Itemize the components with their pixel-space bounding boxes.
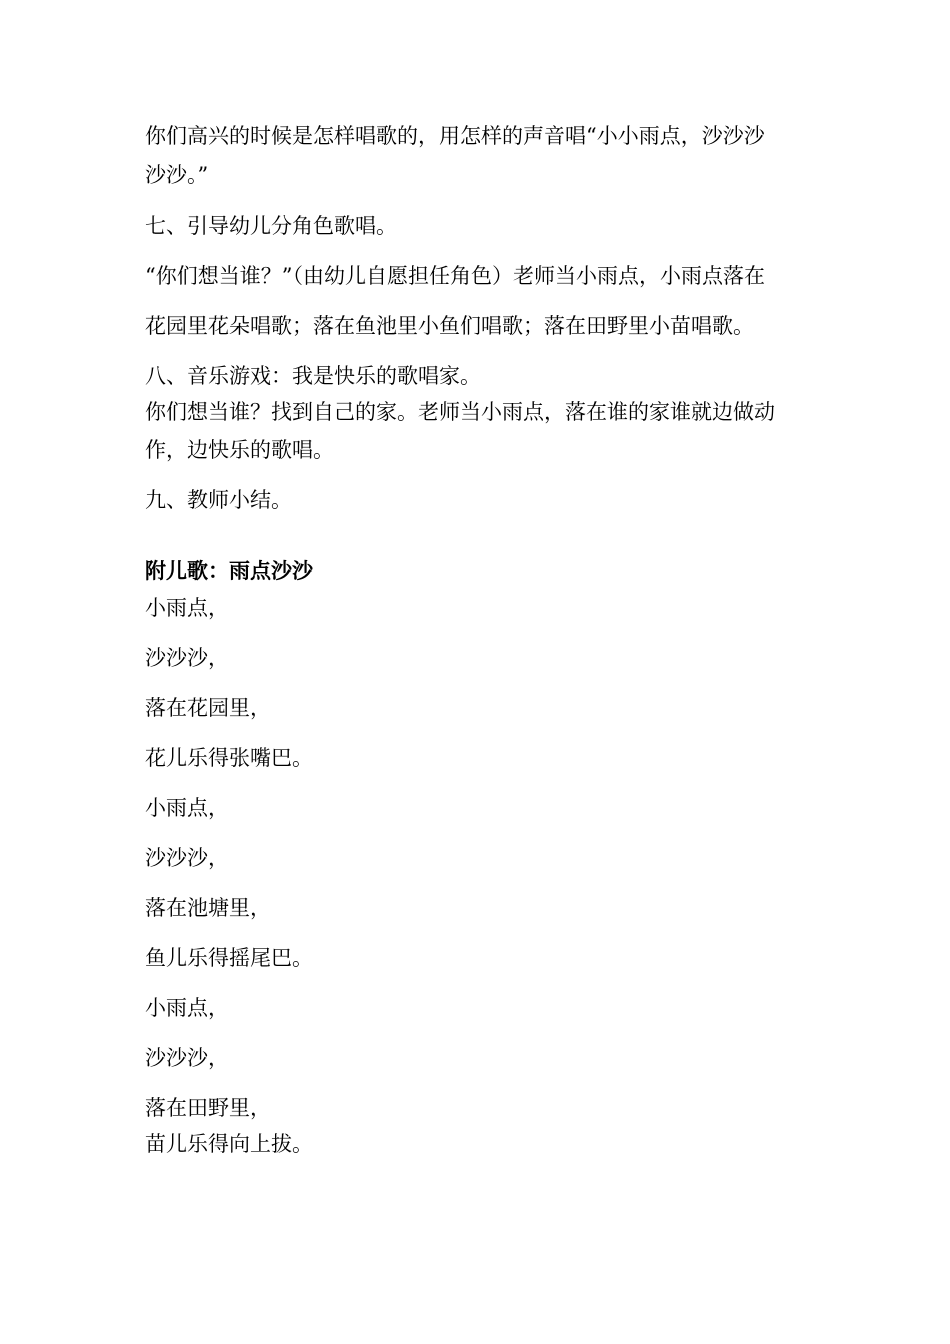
song-line: 沙沙沙， — [145, 846, 229, 870]
song-line: 落在花园里， — [145, 696, 271, 720]
section-heading: 七、引导幼儿分角色歌唱。 — [145, 214, 397, 238]
song-line: 小雨点， — [145, 796, 229, 820]
song-line: 小雨点， — [145, 996, 229, 1020]
song-line: 沙沙沙， — [145, 646, 229, 670]
paragraph-line: 你们想当谁？找到自己的家。老师当小雨点，落在谁的家谁就边做动 — [145, 400, 775, 424]
paragraph-line: 花园里花朵唱歌；落在鱼池里小鱼们唱歌；落在田野里小苗唱歌。 — [145, 314, 754, 338]
song-line: 落在池塘里， — [145, 896, 271, 920]
paragraph-line: “你们想当谁？”（由幼儿自愿担任角色）老师当小雨点，小雨点落在 — [145, 264, 765, 288]
song-line: 鱼儿乐得摇尾巴。 — [145, 946, 313, 970]
song-line: 苗儿乐得向上拔。 — [145, 1132, 313, 1156]
song-line: 花儿乐得张嘴巴。 — [145, 746, 313, 770]
paragraph-line: 你们高兴的时候是怎样唱歌的，用怎样的声音唱“小小雨点，沙沙沙 — [145, 124, 765, 148]
section-heading: 八、音乐游戏：我是快乐的歌唱家。 — [145, 364, 481, 388]
song-title: 附儿歌：雨点沙沙 — [145, 559, 313, 583]
paragraph-line: 沙沙。” — [145, 163, 209, 187]
song-line: 落在田野里， — [145, 1096, 271, 1120]
song-line: 沙沙沙， — [145, 1046, 229, 1070]
section-heading: 九、教师小结。 — [145, 488, 292, 512]
song-line: 小雨点， — [145, 596, 229, 620]
paragraph-line: 作，边快乐的歌唱。 — [145, 438, 334, 462]
